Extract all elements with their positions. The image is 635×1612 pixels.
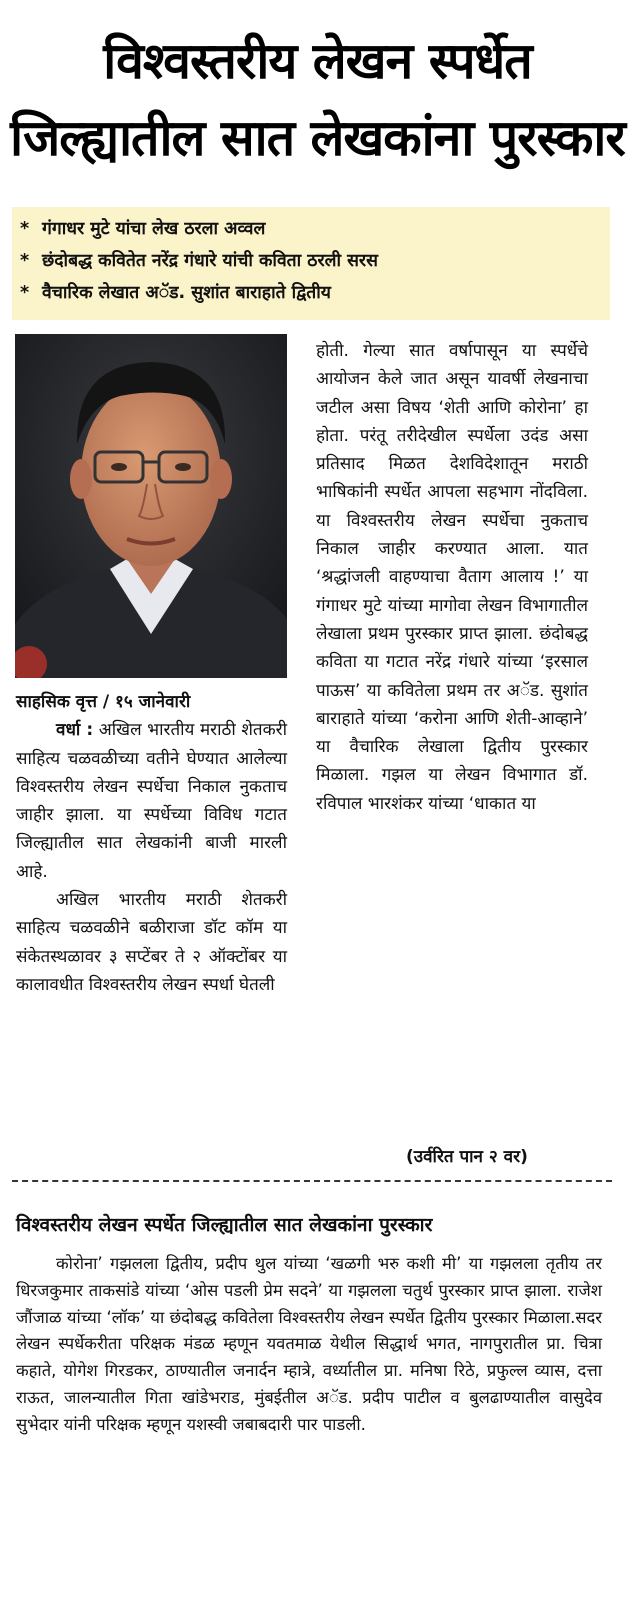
place-name: वर्धा : xyxy=(56,720,94,741)
highlight-item: * गंगाधर मुटे यांचा लेख ठरला अव्वल xyxy=(20,213,610,245)
continuation-text: कोरोना’ गझलला द्वितीय, प्रदीप थुल यांच्या ‘खळगी भरु कशी मी’ या गझलला तृतीय तर धिरजकुमार ताकसांडे यांच्या ‘ओस पडली प्रेम सदने’ या गझलला चतुर्थ पुरस्कार प्राप्त झाला. राजेश जौंजाळ यांच्या ‘लॉक’ या छंदोबद्ध कवितेला विश्वस्तरीय लेखन स्पर्धेत द्वितीय पुरस्कार मिळाला.सदर लेखन स्पर्धेकरीता परिक्षक मंडळ म्हणून यवतमाळ येथील सिद्धार्थ भगत, नागपुरातील प्रा. चित्रा कहाते, योगेश गिरडकर, ठाण्यातील जनार्दन म्हात्रे, वर्ध्यातील प्रा. मनिषा रिठे, प्रफुल्ल व्यास, दत्ता राऊत, जालन्यातील गिता खांडेभराड, मुंबईतील अॅड. प्रदीप पाटील व बुलढाण्यातील वासुदेव सुभेदार यांनी परिक्षक म्हणून यशस्वी जबाबदारी पार पाडली. xyxy=(16,1254,602,1434)
portrait-photo xyxy=(15,334,287,678)
dateline: साहसिक वृत्त / १५ जानेवारी xyxy=(16,692,191,712)
highlight-item: * वैचारिक लेखात अॅड. सुशांत बाराहाते द्वितीय xyxy=(20,277,610,309)
highlight-item: * छंदोबद्ध कवितेत नरेंद्र गंधारे यांची कविता ठरली सरस xyxy=(20,245,610,277)
asterisk-icon: * xyxy=(20,219,30,239)
continuation-heading: विश्वस्तरीय लेखन स्पर्धेत जिल्ह्यातील सात लेखकांना पुरस्कार xyxy=(16,1214,433,1236)
article-text: अखिल भारतीय मराठी शेतकरी साहित्य चळवळीने बळीराजा डॉट कॉम या संकेतस्थळावर ३ सप्टेंबर ते २ ऑक्टोंबर या कालावधीत विश्वस्तरीय लेखन स्पर्धा घेतली xyxy=(16,890,287,995)
highlights-box xyxy=(12,207,610,320)
article-text: अखिल भारतीय मराठी शेतकरी साहित्य चळवळीच्या वतीने घेण्यात आलेल्या विश्वस्तरीय लेखन स्पर्धेचा निकाल नुकताच जाहीर झाला. या स्पर्धेच्या विविध गटात जिल्ह्यातील सात लेखकांनी बाजी मारली आहे. xyxy=(16,720,288,882)
asterisk-icon: * xyxy=(20,251,30,271)
asterisk-icon: * xyxy=(20,283,30,303)
article-column-right xyxy=(316,337,588,818)
headline-line-1: विश्वस्तरीय लेखन स्पर्धेत xyxy=(103,32,532,90)
article-column-left xyxy=(16,688,287,999)
person-portrait-icon xyxy=(15,334,287,678)
continued-note: (उर्वरित पान २ वर) xyxy=(406,1147,528,1167)
article-text: होती. गेल्या सात वर्षापासून या स्पर्धेचे आयोजन केले जात असून यावर्षी लेखनाचा जटील असा विषय ‘शेती आणि कोरोना’ हा होता. परंतू तरीदेखील स्पर्धेला उदंड असा प्रतिसाद मिळत देशविदेशातून मराठी भाषिकांनी स्पर्धेत आपला सहभाग नोंदविला. या विश्वस्तरीय लेखन स्पर्धेचा नुकताच निकाल जाहीर करण्यात आला. यात ‘श्रद्धांजली वाहण्याचा वैताग आलाय !’ या गंगाधर मुटे यांच्या मागोवा लेखन विभागातील लेखाला प्रथम पुरस्कार प्राप्त झाला. छंदोबद्ध कविता या गटात नरेंद्र गंधारे यांच्या ‘इरसाल पाऊस’ या कवितेला प्रथम तर अॅड. सुशांत बाराहाते यांच्या ‘करोना आणि शेती-आव्हाने’ या वैचारिक लेखाला द्वितीय पुरस्कार मिळाला. गझल या लेखन विभागात डॉ. रविपाल भारशंकर यांच्या ‘धाकात या xyxy=(316,341,588,814)
headline-line-2: जिल्ह्यातील सात लेखकांना पुरस्कार xyxy=(10,109,625,167)
divider xyxy=(12,1180,612,1182)
